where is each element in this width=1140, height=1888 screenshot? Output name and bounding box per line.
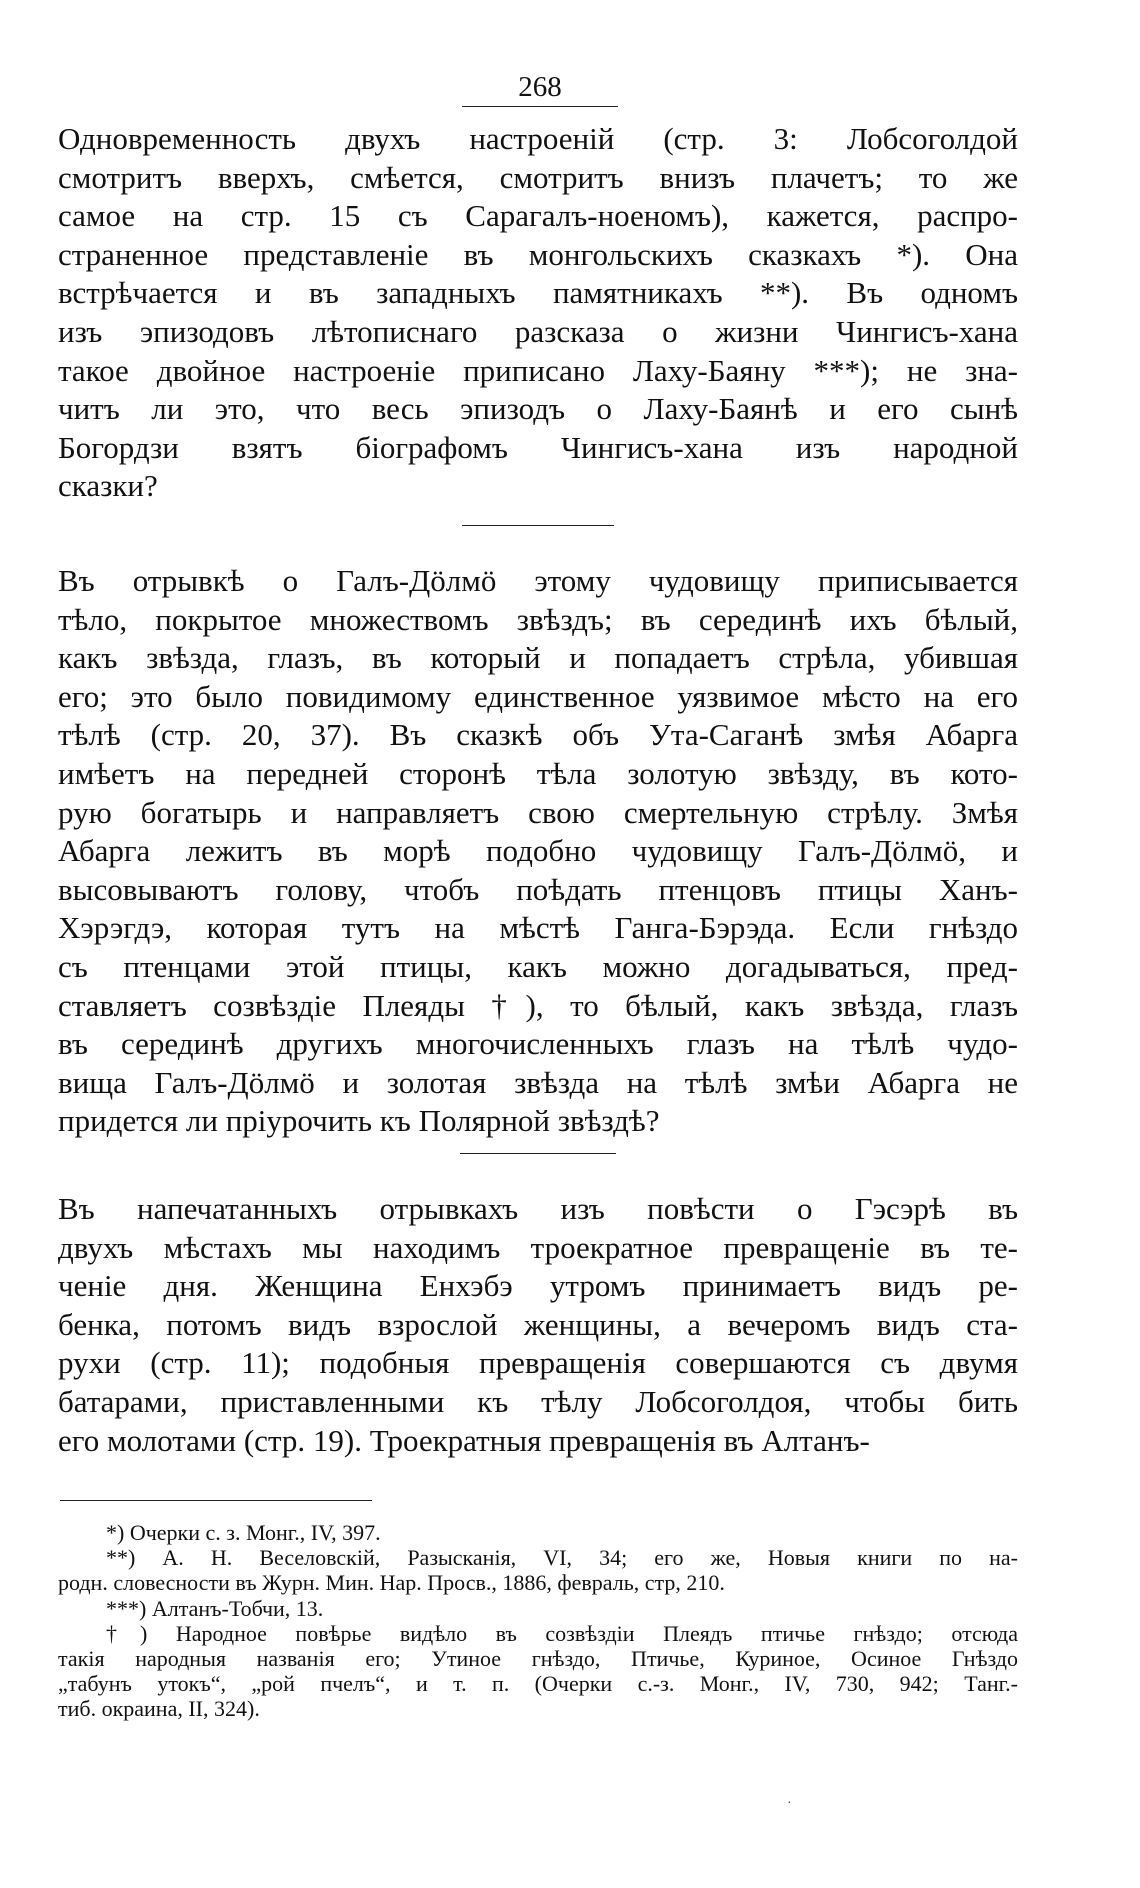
- text-line: Въ отрывкѣ о Галъ-Дöлмö этому чудовищу приписывается: [58, 563, 1018, 598]
- text-line: батарами, приставленными къ тѣлу Лобсоголдоя, чтобы бить: [58, 1383, 1018, 1419]
- text-line: встрѣчается и въ западныхъ памятникахъ **). Въ одномъ: [58, 275, 1018, 311]
- text-line: тѣло, покрытое множествомъ звѣздъ; въ серединѣ ихъ бѣлый,: [58, 601, 1018, 637]
- text-line: имѣетъ на передней сторонѣ тѣла золотую звѣзду, въ кото-: [58, 755, 1018, 791]
- text-line: читъ ли это, что весь эпизодъ о Лаху-Баянѣ и его сынѣ: [58, 391, 1018, 427]
- text-line: страненное представленіе въ монгольскихъ сказкахъ *). Она: [58, 236, 1018, 272]
- paragraph-3: [58, 1190, 1018, 1460]
- text-line: бенка, потомъ видъ взрослой женщины, а вечеромъ видъ ста-: [58, 1306, 1018, 1342]
- text-line: рую богатырь и направляетъ свою смертельную стрѣлу. Змѣя: [58, 794, 1018, 830]
- text-line: ставляетъ созвѣздіе Плеяды †), то бѣлый, какъ звѣзда, глазъ: [58, 987, 1018, 1023]
- section-divider: [462, 525, 614, 526]
- print-speck: ·: [787, 1796, 792, 1811]
- footnote-3: [58, 1596, 1018, 1621]
- text-line: двухъ мѣстахъ мы находимъ троекратное превращеніе въ те-: [58, 1229, 1018, 1265]
- footnote-line: „табунъ утокъ“, „рой пчелъ“, и т. п. (Очерки с.-з. Монг., IV, 730, 942; Танг.-: [58, 1671, 1018, 1697]
- text-line: смотритъ вверхъ, смѣется, смотритъ внизъ плачетъ; то же: [58, 159, 1018, 195]
- footnote-line: тиб. окраина, II, 324).: [58, 1696, 260, 1722]
- section-divider: [460, 1153, 616, 1154]
- footnote-separator: [60, 1500, 372, 1501]
- footnotes: [58, 1520, 1018, 1722]
- text-line: Абарга лежитъ въ морѣ подобно чудовищу Галъ-Дöлмö, и: [58, 833, 1018, 869]
- text-line: его; это было повидимому единственное уязвимое мѣсто на его: [58, 678, 1018, 714]
- text-line: рухи (стр. 11); подобныя превращенія совершаются съ двумя: [58, 1345, 1018, 1381]
- footnote-2: [58, 1545, 1018, 1595]
- text-line: такое двойное настроеніе приписано Лаху-Баяну ***); не зна-: [58, 352, 1018, 388]
- text-line: ченіе дня. Женщина Енхэбэ утромъ принимаетъ видъ ре-: [58, 1268, 1018, 1304]
- footnote-line: *) Очерки с. з. Монг., IV, 397.: [106, 1520, 381, 1545]
- footnote-line: такія народныя названія его; Утиное гнѣздо, Птичье, Куриное, Осиное Гнѣздо: [58, 1646, 1018, 1672]
- text-line: сказки?: [58, 468, 158, 504]
- footnote-line: родн. словесности въ Журн. Мин. Нар. Просв., 1886, февраль, стр, 210.: [58, 1570, 725, 1596]
- text-line: какъ звѣзда, глазъ, въ который и попадаетъ стрѣла, убившая: [58, 640, 1018, 676]
- paragraph-2: [58, 562, 1018, 1141]
- footnote-line: †) Народное повѣрье видѣло въ созвѣздіи Плеядъ птичье гнѣздо; отсюда: [106, 1620, 1018, 1646]
- text-line: его молотами (стр. 19). Троекратныя превращенія въ Алтанъ-: [58, 1422, 870, 1458]
- text-line: высовываютъ голову, чтобъ поѣдать птенцовъ птицы Ханъ-: [58, 871, 1018, 907]
- text-line: съ птенцами этой птицы, какъ можно догадываться, пред-: [58, 948, 1018, 984]
- text-line: Въ напечатанныхъ отрывкахъ изъ повѣсти о Гэсэрѣ въ: [58, 1191, 1018, 1226]
- paragraph-1: [58, 120, 1018, 506]
- text-line: придется ли пріурочить къ Полярной звѣздѣ?: [58, 1103, 660, 1139]
- text-line: самое на стр. 15 съ Сарагалъ-ноеномъ), кажется, распро-: [58, 198, 1018, 234]
- footnote-1: [58, 1520, 1018, 1545]
- text-line: Богордзи взятъ біографомъ Чингисъ-хана изъ народной: [58, 429, 1018, 465]
- page-number-underline: [462, 106, 618, 107]
- page-number: 268: [518, 71, 562, 103]
- text-line: изъ эпизодовъ лѣтописнаго разсказа о жизни Чингисъ-хана: [58, 313, 1018, 349]
- text-line: Одновременность двухъ настроеній (стр. 3: Лобсоголдой: [58, 121, 1018, 156]
- text-line: Хэрэгдэ, которая тутъ на мѣстѣ Ганга-Бэрэда. Если гнѣздо: [58, 910, 1018, 946]
- footnote-4: [58, 1621, 1018, 1722]
- text-line: въ серединѣ другихъ многочисленныхъ глазъ на тѣлѣ чудо-: [58, 1026, 1018, 1062]
- text-line: тѣлѣ (стр. 20, 37). Въ сказкѣ объ Ута-Саганѣ змѣя Абарга: [58, 717, 1018, 753]
- footnote-line: **) А. Н. Веселовскій, Разысканія, VI, 34; его же, Новыя книги по на-: [106, 1545, 1018, 1571]
- footnote-line: ***) Алтанъ-Тобчи, 13.: [106, 1595, 324, 1621]
- text-line: вища Галъ-Дöлмö и золотая звѣзда на тѣлѣ змѣи Абарга не: [58, 1064, 1018, 1100]
